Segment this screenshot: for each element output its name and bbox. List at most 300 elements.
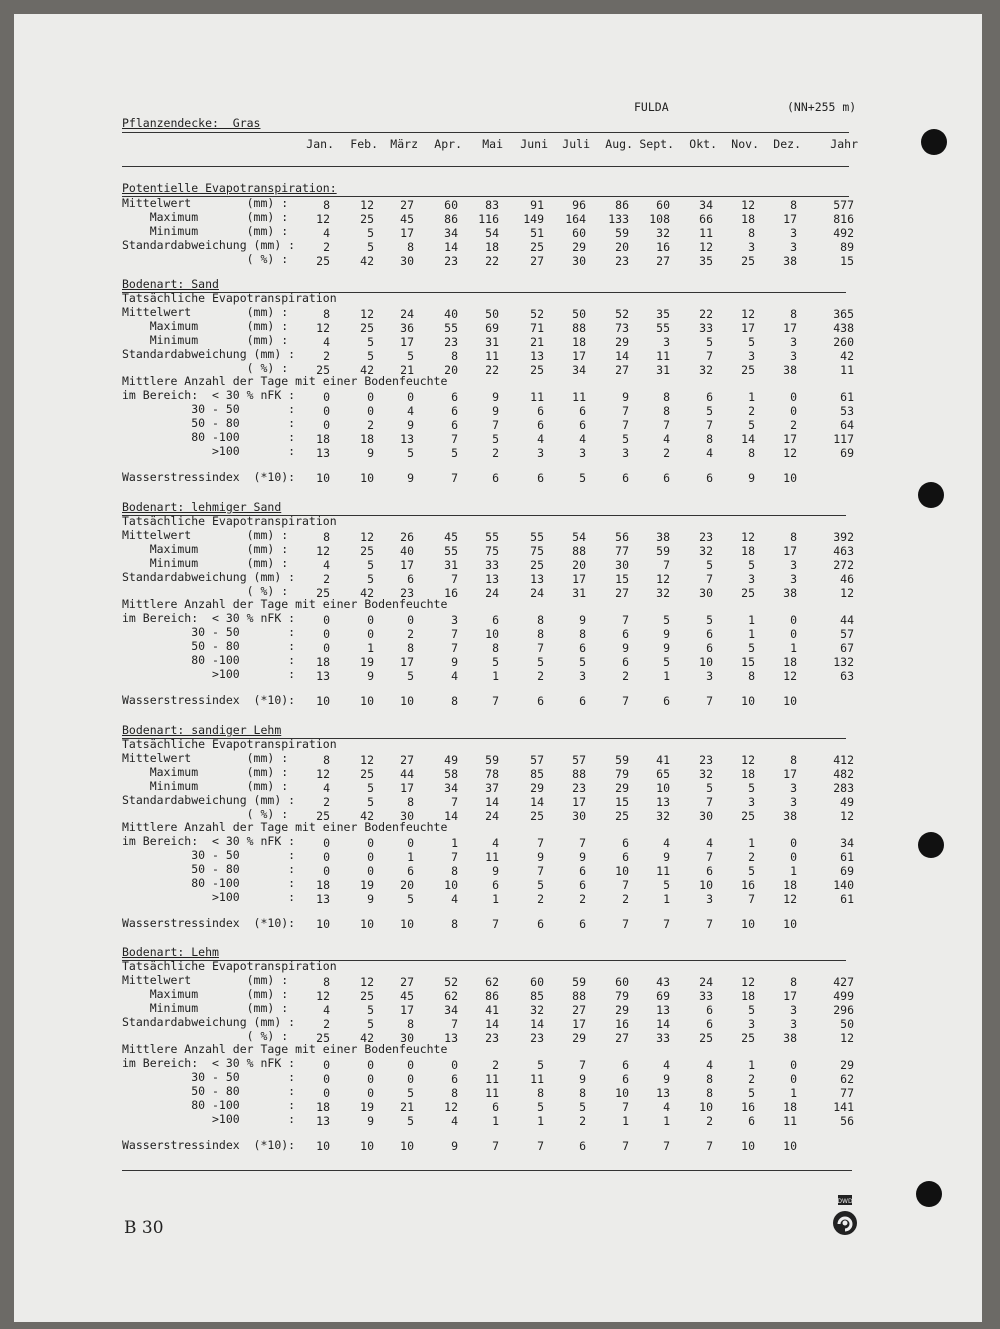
table-cell: 12 bbox=[741, 752, 755, 767]
table-cell: 23 bbox=[444, 334, 458, 349]
table-cell: 42 bbox=[360, 362, 374, 377]
table-cell: 88 bbox=[572, 988, 586, 1003]
table-cell: 52 bbox=[615, 306, 629, 321]
stress-cell: 10 bbox=[741, 1138, 755, 1153]
table-cell: 57 bbox=[572, 752, 586, 767]
table-cell: 296 bbox=[833, 1002, 854, 1017]
table-cell: 23 bbox=[615, 253, 629, 268]
table-cell: 0 bbox=[790, 850, 797, 865]
table-cell: 25 bbox=[530, 557, 544, 572]
table-cell: 6 bbox=[407, 571, 414, 586]
stress-cell: 7 bbox=[492, 1138, 499, 1153]
table-cell: 11 bbox=[485, 1072, 499, 1087]
table-cell: 14 bbox=[656, 1016, 670, 1031]
table-cell: 65 bbox=[656, 766, 670, 781]
row-label: ( %) : bbox=[122, 806, 289, 821]
table-cell: 12 bbox=[316, 988, 330, 1003]
stress-cell: 7 bbox=[706, 693, 713, 708]
table-cell: 3 bbox=[579, 668, 586, 683]
table-cell: 53 bbox=[840, 404, 854, 419]
table-cell: 4 bbox=[706, 445, 713, 460]
table-cell: 11 bbox=[485, 348, 499, 363]
soil-title: Bodenart: sandiger Lehm bbox=[122, 723, 282, 737]
table-cell: 9 bbox=[622, 390, 629, 405]
table-cell: 75 bbox=[485, 543, 499, 558]
table-cell: 7 bbox=[622, 613, 629, 628]
table-cell: 0 bbox=[323, 1086, 330, 1101]
row-label: Maximum (mm) : bbox=[122, 318, 289, 333]
table-cell: 32 bbox=[656, 585, 670, 600]
table-cell: 9 bbox=[537, 850, 544, 865]
table-cell: 6 bbox=[706, 627, 713, 642]
table-cell: 14 bbox=[444, 239, 458, 254]
table-cell: 29 bbox=[572, 239, 586, 254]
table-cell: 0 bbox=[323, 1058, 330, 1073]
table-cell: 12 bbox=[741, 306, 755, 321]
table-cell: 23 bbox=[699, 752, 713, 767]
table-cell: 11 bbox=[699, 225, 713, 240]
table-cell: 4 bbox=[451, 1113, 458, 1128]
table-cell: 42 bbox=[360, 253, 374, 268]
row-label: Mittelwert (mm) : bbox=[122, 527, 289, 542]
table-cell: 5 bbox=[367, 225, 374, 240]
table-cell: 61 bbox=[840, 891, 854, 906]
stress-cell: 7 bbox=[622, 1138, 629, 1153]
column-header: Okt. bbox=[689, 137, 717, 151]
table-cell: 11 bbox=[656, 348, 670, 363]
table-cell: 86 bbox=[615, 198, 629, 212]
table-cell: 86 bbox=[485, 988, 499, 1003]
table-cell: 6 bbox=[706, 641, 713, 656]
table-cell: 31 bbox=[485, 334, 499, 349]
stress-cell: 9 bbox=[451, 1138, 458, 1153]
table-cell: 59 bbox=[485, 752, 499, 767]
table-cell: 7 bbox=[706, 348, 713, 363]
table-cell: 17 bbox=[572, 348, 586, 363]
table-cell: 59 bbox=[615, 225, 629, 240]
table-cell: 32 bbox=[699, 766, 713, 781]
table-cell: 13 bbox=[485, 571, 499, 586]
table-cell: 8 bbox=[407, 239, 414, 254]
table-cell: 61 bbox=[840, 850, 854, 865]
table-cell: 10 bbox=[444, 878, 458, 892]
table-cell: 35 bbox=[656, 306, 670, 321]
table-cell: 1 bbox=[407, 850, 414, 865]
table-cell: 8 bbox=[790, 752, 797, 767]
table-cell: 0 bbox=[407, 1072, 414, 1087]
table-cell: 2 bbox=[323, 348, 330, 363]
table-cell: 499 bbox=[833, 988, 854, 1003]
table-cell: 5 bbox=[451, 445, 458, 460]
stress-cell: 6 bbox=[622, 470, 629, 485]
table-cell: 13 bbox=[530, 571, 544, 586]
table-cell: 463 bbox=[833, 543, 854, 558]
table-cell: 29 bbox=[530, 780, 544, 795]
table-cell: 45 bbox=[444, 529, 458, 544]
table-cell: 0 bbox=[790, 404, 797, 419]
table-cell: 1 bbox=[492, 891, 499, 906]
table-cell: 427 bbox=[833, 974, 854, 989]
table-cell: 32 bbox=[699, 543, 713, 558]
table-cell: 16 bbox=[444, 585, 458, 600]
row-label: Standardabweichung (mm) : bbox=[122, 1014, 296, 1029]
table-cell: 38 bbox=[783, 1030, 797, 1045]
table-cell: 577 bbox=[833, 198, 854, 212]
table-cell: 43 bbox=[656, 974, 670, 989]
table-cell: 5 bbox=[537, 1100, 544, 1114]
table-cell: 7 bbox=[451, 641, 458, 656]
stress-cell: 6 bbox=[492, 470, 499, 485]
table-cell: 1 bbox=[748, 613, 755, 628]
table-cell: 6 bbox=[706, 390, 713, 405]
stress-cell: 7 bbox=[537, 1138, 544, 1153]
table-cell: 16 bbox=[741, 1100, 755, 1114]
table-cell: 78 bbox=[485, 766, 499, 781]
stress-cell: 8 bbox=[451, 916, 458, 931]
table-cell: 482 bbox=[833, 766, 854, 781]
row-label: im Bereich: < 30 % nFK : bbox=[122, 388, 296, 403]
table-cell: 4 bbox=[579, 432, 586, 446]
table-cell: 30 bbox=[400, 253, 414, 268]
table-cell: 73 bbox=[615, 320, 629, 335]
table-cell: 69 bbox=[656, 988, 670, 1003]
table-cell: 11 bbox=[485, 850, 499, 865]
table-cell: 96 bbox=[572, 198, 586, 212]
table-cell: 8 bbox=[407, 794, 414, 809]
table-cell: 7 bbox=[706, 850, 713, 865]
table-cell: 4 bbox=[706, 1058, 713, 1073]
table-cell: 55 bbox=[530, 529, 544, 544]
table-cell: 6 bbox=[706, 1016, 713, 1031]
table-cell: 7 bbox=[622, 1100, 629, 1114]
table-cell: 5 bbox=[367, 1016, 374, 1031]
table-cell: 3 bbox=[706, 891, 713, 906]
table-cell: 69 bbox=[840, 445, 854, 460]
table-cell: 5 bbox=[748, 780, 755, 795]
table-cell: 25 bbox=[360, 211, 374, 226]
table-cell: 91 bbox=[530, 198, 544, 212]
table-cell: 2 bbox=[367, 418, 374, 433]
table-cell: 38 bbox=[656, 529, 670, 544]
stress-cell: 10 bbox=[783, 470, 797, 485]
table-cell: 7 bbox=[537, 641, 544, 656]
table-cell: 2 bbox=[537, 891, 544, 906]
table-cell: 392 bbox=[833, 529, 854, 544]
table-cell: 24 bbox=[530, 585, 544, 600]
table-cell: 5 bbox=[407, 1113, 414, 1128]
table-cell: 6 bbox=[622, 1072, 629, 1087]
table-cell: 5 bbox=[367, 334, 374, 349]
table-cell: 0 bbox=[407, 613, 414, 628]
table-cell: 5 bbox=[407, 445, 414, 460]
table-cell: 6 bbox=[492, 1100, 499, 1114]
table-cell: 18 bbox=[360, 432, 374, 446]
table-cell: 20 bbox=[615, 239, 629, 254]
table-cell: 56 bbox=[615, 529, 629, 544]
row-label: Mittelwert (mm) : bbox=[122, 972, 289, 987]
table-cell: 12 bbox=[360, 198, 374, 212]
table-cell: 0 bbox=[407, 1058, 414, 1073]
table-cell: 27 bbox=[400, 198, 414, 212]
table-cell: 9 bbox=[663, 1072, 670, 1087]
table-cell: 2 bbox=[706, 1113, 713, 1128]
table-cell: 133 bbox=[608, 211, 629, 226]
table-cell: 7 bbox=[451, 850, 458, 865]
table-cell: 13 bbox=[656, 1086, 670, 1101]
punch-hole bbox=[918, 482, 944, 508]
table-cell: 12 bbox=[316, 766, 330, 781]
table-cell: 19 bbox=[360, 655, 374, 669]
table-cell: 15 bbox=[840, 253, 854, 268]
table-cell: 6 bbox=[748, 1113, 755, 1128]
table-cell: 13 bbox=[400, 432, 414, 446]
table-cell: 21 bbox=[530, 334, 544, 349]
days-title: Mittlere Anzahl der Tage mit einer Bodenfeuchte bbox=[122, 1042, 448, 1057]
table-cell: 44 bbox=[840, 613, 854, 628]
table-cell: 46 bbox=[840, 571, 854, 586]
table-cell: 1 bbox=[492, 1113, 499, 1128]
table-cell: 27 bbox=[572, 1002, 586, 1017]
table-cell: 7 bbox=[451, 794, 458, 809]
table-cell: 34 bbox=[572, 362, 586, 377]
table-cell: 1 bbox=[451, 836, 458, 851]
stress-cell: 10 bbox=[400, 1138, 414, 1153]
table-cell: 6 bbox=[622, 627, 629, 642]
table-cell: 22 bbox=[485, 253, 499, 268]
table-cell: 8 bbox=[323, 306, 330, 321]
row-label: >100 : bbox=[122, 889, 296, 904]
table-cell: 3 bbox=[622, 445, 629, 460]
table-cell: 8 bbox=[323, 529, 330, 544]
table-cell: 14 bbox=[615, 348, 629, 363]
stress-label: Wasserstressindex (*10): bbox=[122, 692, 296, 707]
table-cell: 0 bbox=[790, 627, 797, 642]
table-cell: 5 bbox=[407, 348, 414, 363]
table-cell: 63 bbox=[840, 668, 854, 683]
table-cell: 3 bbox=[790, 225, 797, 240]
table-cell: 17 bbox=[400, 225, 414, 240]
table-cell: 13 bbox=[316, 1113, 330, 1128]
table-cell: 86 bbox=[444, 211, 458, 226]
table-cell: 35 bbox=[699, 253, 713, 268]
table-cell: 55 bbox=[444, 543, 458, 558]
table-cell: 272 bbox=[833, 557, 854, 572]
table-cell: 5 bbox=[537, 1058, 544, 1073]
table-cell: 1 bbox=[492, 668, 499, 683]
table-cell: 17 bbox=[572, 1016, 586, 1031]
table-cell: 27 bbox=[656, 253, 670, 268]
table-cell: 5 bbox=[748, 864, 755, 879]
table-cell: 6 bbox=[706, 1002, 713, 1017]
table-cell: 25 bbox=[316, 362, 330, 377]
table-cell: 0 bbox=[323, 641, 330, 656]
table-cell: 29 bbox=[840, 1058, 854, 1073]
table-cell: 12 bbox=[840, 1030, 854, 1045]
table-cell: 25 bbox=[615, 808, 629, 823]
table-cell: 9 bbox=[622, 641, 629, 656]
table-cell: 2 bbox=[323, 239, 330, 254]
row-label: 30 - 50 : bbox=[122, 402, 296, 417]
table-cell: 0 bbox=[790, 1058, 797, 1073]
table-cell: 9 bbox=[492, 404, 499, 419]
row-label: 50 - 80 : bbox=[122, 1084, 296, 1099]
table-cell: 18 bbox=[572, 334, 586, 349]
stress-cell: 10 bbox=[360, 470, 374, 485]
table-cell: 5 bbox=[579, 1100, 586, 1114]
table-cell: 23 bbox=[444, 253, 458, 268]
table-cell: 2 bbox=[323, 794, 330, 809]
table-cell: 1 bbox=[748, 836, 755, 851]
table-cell: 61 bbox=[840, 390, 854, 405]
table-cell: 0 bbox=[367, 390, 374, 405]
table-cell: 2 bbox=[537, 668, 544, 683]
table-cell: 18 bbox=[783, 878, 797, 892]
row-label: Maximum (mm) : bbox=[122, 541, 289, 556]
row-label: Maximum (mm) : bbox=[122, 209, 289, 224]
table-cell: 116 bbox=[478, 211, 499, 226]
table-cell: 4 bbox=[537, 432, 544, 446]
stress-cell: 10 bbox=[400, 916, 414, 931]
aet-title: Tatsächliche Evapotranspiration bbox=[122, 959, 337, 973]
table-cell: 79 bbox=[615, 766, 629, 781]
stress-cell: 6 bbox=[537, 470, 544, 485]
table-cell: 5 bbox=[537, 878, 544, 892]
table-cell: 49 bbox=[840, 794, 854, 809]
table-cell: 8 bbox=[537, 627, 544, 642]
table-cell: 8 bbox=[451, 1086, 458, 1101]
table-cell: 18 bbox=[741, 766, 755, 781]
page-number: B 30 bbox=[124, 1218, 164, 1238]
table-cell: 14 bbox=[741, 432, 755, 446]
stress-cell: 9 bbox=[748, 470, 755, 485]
table-cell: 18 bbox=[783, 1100, 797, 1114]
row-label: Standardabweichung (mm) : bbox=[122, 569, 296, 584]
table-cell: 12 bbox=[444, 1100, 458, 1114]
table-cell: 9 bbox=[492, 390, 499, 405]
soil-title: Bodenart: Lehm bbox=[122, 945, 219, 959]
table-cell: 8 bbox=[407, 1016, 414, 1031]
table-cell: 117 bbox=[833, 432, 854, 446]
svg-text:DWD: DWD bbox=[837, 1198, 853, 1205]
table-cell: 12 bbox=[783, 668, 797, 683]
punch-hole bbox=[918, 832, 944, 858]
column-header: Feb. bbox=[350, 137, 378, 151]
aet-title: Tatsächliche Evapotranspiration bbox=[122, 737, 337, 751]
table-cell: 18 bbox=[741, 211, 755, 226]
row-label: 30 - 50 : bbox=[122, 1070, 296, 1085]
table-cell: 0 bbox=[367, 1072, 374, 1087]
stress-cell: 10 bbox=[316, 693, 330, 708]
table-cell: 8 bbox=[323, 974, 330, 989]
table-cell: 5 bbox=[367, 1002, 374, 1017]
table-cell: 25 bbox=[360, 320, 374, 335]
table-cell: 5 bbox=[407, 668, 414, 683]
row-label: >100 : bbox=[122, 1111, 296, 1126]
document-page bbox=[14, 14, 982, 1322]
column-header: Jahr bbox=[830, 137, 858, 151]
table-cell: 52 bbox=[530, 306, 544, 321]
table-cell: 12 bbox=[360, 974, 374, 989]
column-header: Mai bbox=[482, 137, 503, 151]
table-cell: 42 bbox=[360, 808, 374, 823]
table-cell: 20 bbox=[444, 362, 458, 377]
table-cell: 2 bbox=[748, 850, 755, 865]
station-name: FULDA bbox=[634, 100, 669, 114]
table-cell: 16 bbox=[656, 239, 670, 254]
table-cell: 7 bbox=[622, 878, 629, 892]
table-cell: 7 bbox=[663, 418, 670, 433]
table-cell: 79 bbox=[615, 988, 629, 1003]
table-cell: 18 bbox=[741, 988, 755, 1003]
table-cell: 59 bbox=[572, 974, 586, 989]
table-cell: 37 bbox=[485, 780, 499, 795]
table-cell: 6 bbox=[451, 390, 458, 405]
table-cell: 0 bbox=[367, 404, 374, 419]
table-cell: 3 bbox=[790, 794, 797, 809]
row-label: Mittelwert (mm) : bbox=[122, 750, 289, 765]
table-cell: 5 bbox=[367, 571, 374, 586]
table-cell: 5 bbox=[706, 404, 713, 419]
table-cell: 9 bbox=[663, 850, 670, 865]
table-cell: 40 bbox=[444, 306, 458, 321]
table-cell: 0 bbox=[323, 418, 330, 433]
table-cell: 13 bbox=[316, 668, 330, 683]
table-cell: 10 bbox=[615, 1086, 629, 1101]
table-cell: 30 bbox=[400, 1030, 414, 1045]
table-cell: 75 bbox=[530, 543, 544, 558]
table-cell: 365 bbox=[833, 306, 854, 321]
table-cell: 9 bbox=[367, 445, 374, 460]
table-cell: 7 bbox=[492, 418, 499, 433]
table-cell: 12 bbox=[316, 211, 330, 226]
table-cell: 1 bbox=[748, 1058, 755, 1073]
table-cell: 30 bbox=[699, 585, 713, 600]
stress-cell: 6 bbox=[579, 1138, 586, 1153]
table-cell: 34 bbox=[699, 198, 713, 212]
table-cell: 33 bbox=[699, 320, 713, 335]
table-cell: 5 bbox=[492, 655, 499, 669]
row-label: 50 - 80 : bbox=[122, 416, 296, 431]
table-cell: 34 bbox=[840, 836, 854, 851]
table-cell: 11 bbox=[530, 1072, 544, 1087]
stress-cell: 10 bbox=[316, 1138, 330, 1153]
table-cell: 9 bbox=[579, 613, 586, 628]
table-cell: 3 bbox=[706, 668, 713, 683]
row-label: Standardabweichung (mm) : bbox=[122, 792, 296, 807]
table-cell: 3 bbox=[748, 348, 755, 363]
table-cell: 8 bbox=[790, 198, 797, 212]
table-cell: 8 bbox=[579, 1086, 586, 1101]
table-cell: 62 bbox=[840, 1072, 854, 1087]
table-cell: 31 bbox=[656, 362, 670, 377]
table-cell: 7 bbox=[706, 571, 713, 586]
stress-cell: 10 bbox=[741, 916, 755, 931]
table-cell: 32 bbox=[530, 1002, 544, 1017]
table-cell: 2 bbox=[622, 891, 629, 906]
table-cell: 3 bbox=[663, 334, 670, 349]
table-cell: 6 bbox=[622, 836, 629, 851]
table-cell: 12 bbox=[316, 320, 330, 335]
table-cell: 4 bbox=[663, 1058, 670, 1073]
stress-cell: 7 bbox=[492, 916, 499, 931]
stress-cell: 6 bbox=[663, 470, 670, 485]
row-label: Standardabweichung (mm) : bbox=[122, 237, 296, 252]
stress-cell: 6 bbox=[663, 693, 670, 708]
row-label: Minimum (mm) : bbox=[122, 332, 289, 347]
table-cell: 149 bbox=[523, 211, 544, 226]
table-cell: 25 bbox=[699, 1030, 713, 1045]
table-cell: 0 bbox=[367, 864, 374, 879]
